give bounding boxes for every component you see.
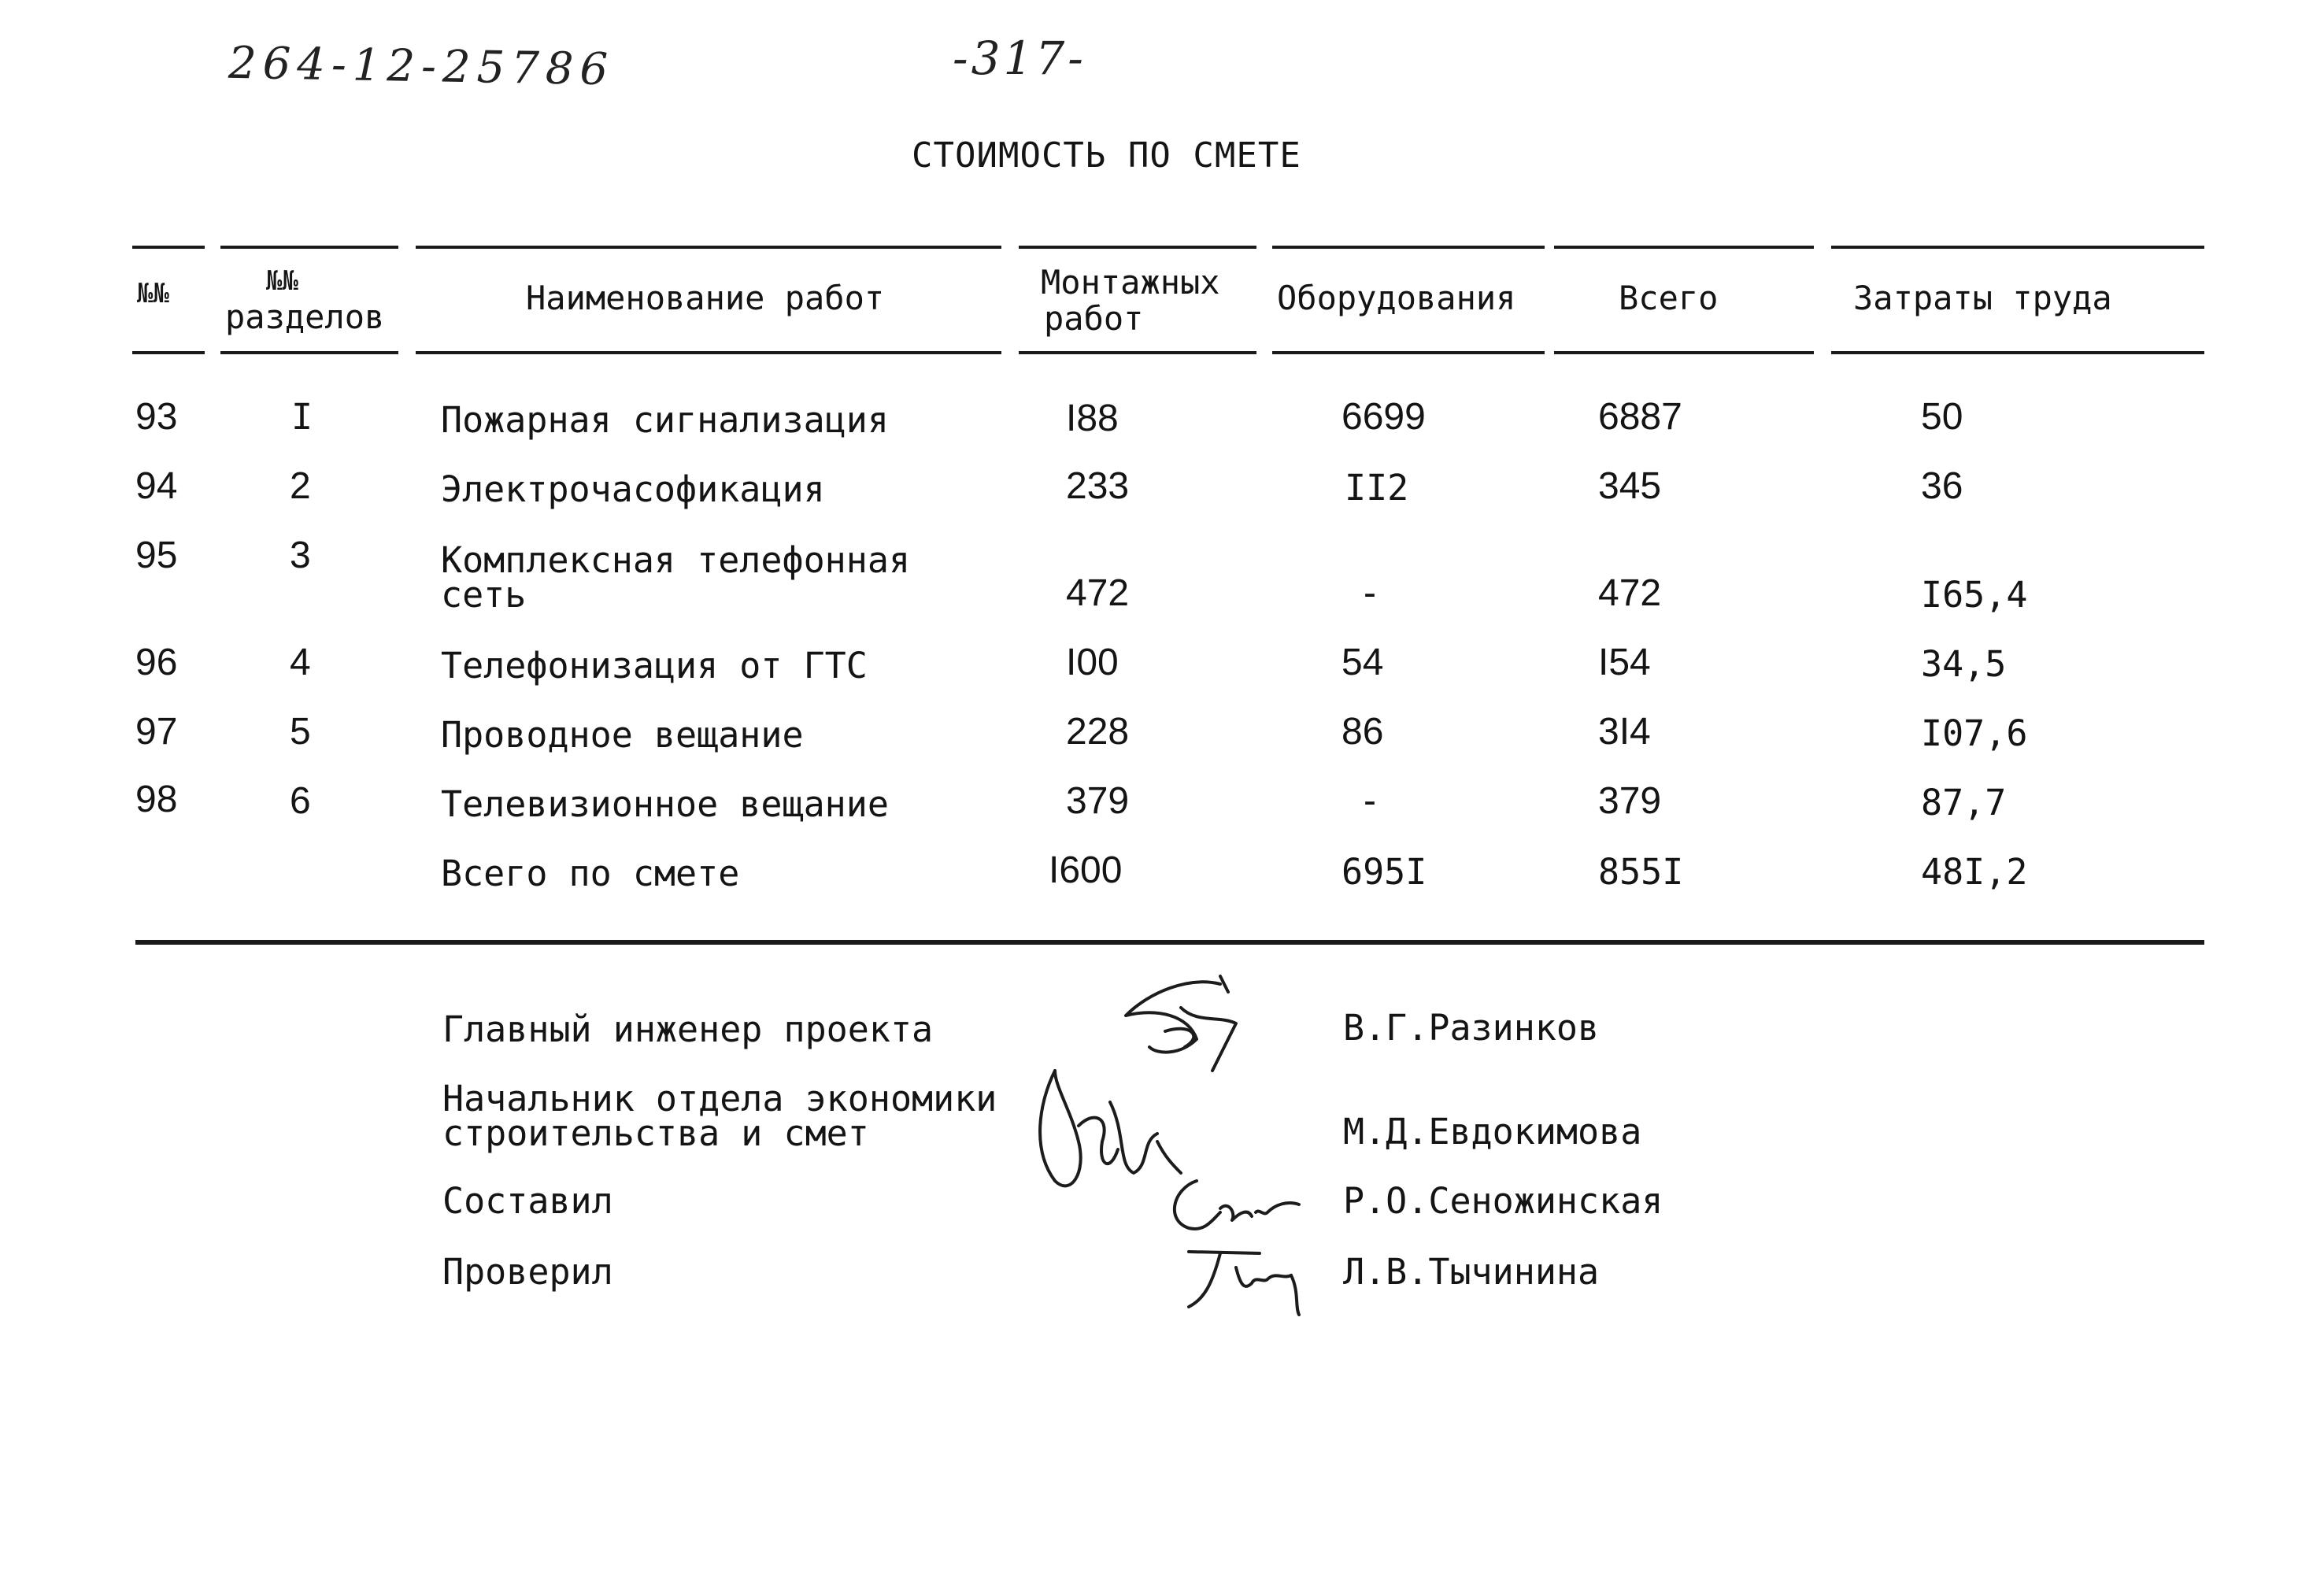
column-header-section-mark: №№: [266, 265, 298, 297]
signature-name: М.Д.Евдокимова: [1343, 1111, 1642, 1153]
signature-role: Начальник отдела экономики: [442, 1078, 997, 1119]
row-total-cost: 379: [1598, 780, 1662, 822]
row-number: 97: [135, 711, 178, 753]
signature-role-continued: строительства и смет: [442, 1112, 869, 1154]
row-equipment-cost: -: [1364, 780, 1376, 822]
row-labor-cost: 36: [1921, 465, 1963, 507]
row-labor-cost: 50: [1921, 396, 1963, 438]
column-header-number: №№: [137, 278, 169, 309]
total-labor-cost: 48I,2: [1921, 851, 2028, 893]
document-number: 264-12-25786: [228, 37, 615, 96]
row-equipment-cost: 86: [1341, 711, 1384, 753]
row-number: 93: [135, 396, 178, 438]
row-total-cost: 345: [1598, 465, 1662, 507]
row-section: 4: [290, 642, 311, 683]
column-header-equipment: Оборудования: [1277, 279, 1516, 317]
row-installation-cost: 379: [1066, 780, 1130, 822]
row-work-name: Пожарная сигнализация: [441, 399, 889, 441]
row-number: 94: [135, 465, 178, 507]
handwritten-signature-compiler: [1157, 1165, 1315, 1244]
row-labor-cost: 87,7: [1921, 782, 2007, 823]
signature-name: Р.О.Сеножинская: [1343, 1180, 1663, 1222]
signature-role: Составил: [442, 1180, 613, 1222]
row-installation-cost: I00: [1066, 642, 1119, 683]
row-total-cost: 6887: [1598, 396, 1682, 438]
row-work-name-continued: сеть: [441, 574, 527, 616]
column-header-name: Наименование работ: [526, 279, 885, 317]
handwritten-signature-checker: [1165, 1236, 1323, 1323]
row-section: 5: [290, 711, 311, 753]
row-section: I: [291, 396, 313, 438]
row-section: 3: [290, 535, 311, 576]
row-work-name: Телефонизация от ГТС: [441, 645, 868, 686]
row-equipment-cost: II2: [1345, 467, 1409, 509]
row-section: 6: [290, 780, 311, 822]
row-installation-cost: 472: [1066, 572, 1130, 614]
signature-name: В.Г.Разинков: [1343, 1007, 1600, 1049]
column-header-total: Всего: [1619, 279, 1719, 317]
row-installation-cost: 228: [1066, 711, 1130, 753]
row-work-name: Телевизионное вещание: [441, 783, 889, 825]
row-labor-cost: I07,6: [1921, 712, 2028, 754]
row-equipment-cost: 54: [1341, 642, 1384, 683]
row-total-cost: I54: [1598, 642, 1651, 683]
table-bottom-rule: [135, 940, 2204, 945]
row-equipment-cost: -: [1364, 572, 1376, 614]
row-work-name: Комплексная телефонная: [441, 539, 911, 581]
total-label: Всего по смете: [441, 853, 740, 894]
page-number: -317-: [953, 31, 1086, 85]
page-title: СТОИМОСТЬ ПО СМЕТЕ: [912, 135, 1301, 176]
row-work-name: Электрочасофикация: [441, 468, 825, 510]
row-section: 2: [290, 465, 311, 507]
column-header-installation: Монтажных: [1041, 263, 1220, 302]
row-equipment-cost: 6699: [1341, 396, 1426, 438]
total-equipment-cost: 695I: [1341, 851, 1427, 893]
row-total-cost: 472: [1598, 572, 1662, 614]
row-total-cost: 3I4: [1598, 711, 1651, 753]
column-header-installation-works: работ: [1044, 299, 1144, 338]
row-installation-cost: 233: [1066, 465, 1130, 507]
row-installation-cost: I88: [1066, 398, 1119, 439]
signature-role: Главный инженер проекта: [442, 1008, 934, 1050]
row-number: 98: [135, 779, 178, 820]
total-installation-cost: I600: [1049, 849, 1123, 891]
row-work-name: Проводное вещание: [441, 714, 804, 756]
column-header-labor: Затраты труда: [1853, 279, 2112, 317]
signature-role: Проверил: [442, 1251, 613, 1293]
row-labor-cost: 34,5: [1921, 643, 2007, 685]
column-header-section: разделов: [225, 298, 385, 336]
signature-name: Л.В.Тычинина: [1343, 1251, 1600, 1293]
total-total-cost: 855I: [1598, 851, 1684, 893]
row-labor-cost: I65,4: [1921, 574, 2028, 616]
row-number: 95: [135, 535, 178, 576]
row-number: 96: [135, 642, 178, 683]
